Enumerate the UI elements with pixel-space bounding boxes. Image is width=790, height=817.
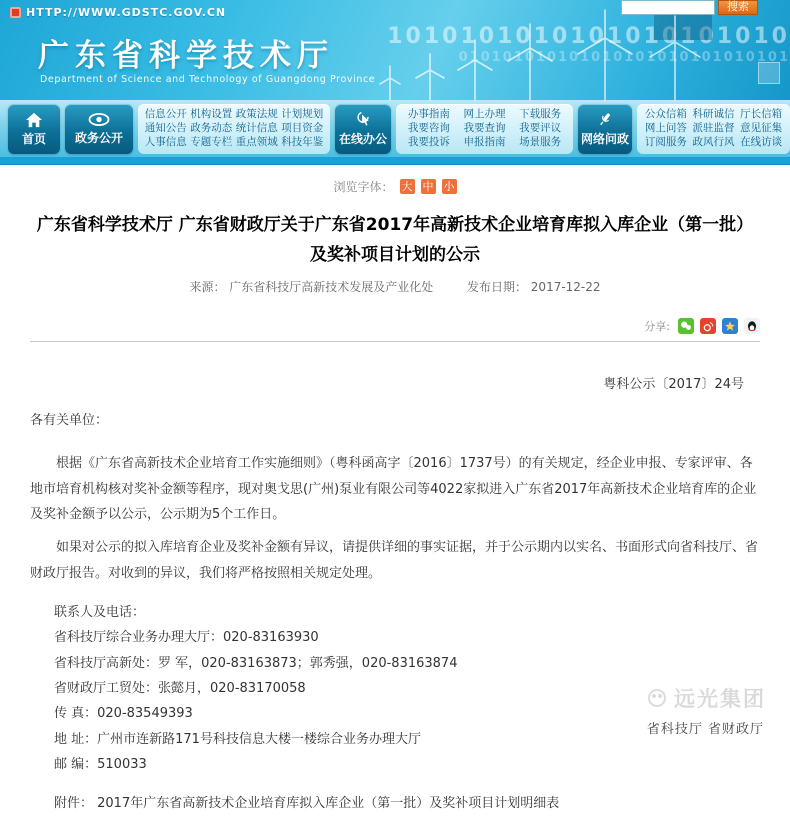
date-label: 发布日期： [466,279,527,294]
salutation: 各有关单位： [30,412,109,428]
nav-bangong-button[interactable] [335,104,391,154]
binary-pattern-decor: 010101010101010101010101010101 [458,50,790,65]
nav-item[interactable]: 政风行风 [692,136,735,149]
font-size-label: 浏览字体： [333,180,394,194]
qzone-icon[interactable] [722,318,738,334]
nav-item[interactable]: 下载服务 [519,108,562,120]
nav-item[interactable]: 项目资金 [281,122,324,135]
signers: 省科技厅 省财政厅 [646,722,765,737]
footer-sign-block [645,683,766,737]
nav-item[interactable]: 通知公告 [144,122,187,135]
nav-button-label: 政务公开 [74,131,123,145]
font-size-medium-button[interactable]: 中 [422,180,434,193]
nav-column [690,108,738,150]
contact-line: 传 真：020-83549393 [54,706,193,722]
font-size-selector [30,178,760,195]
search-button[interactable]: 搜索 [718,0,758,15]
yuanguang-watermark [645,683,766,713]
share-row [30,318,760,342]
source-label: 来源： [189,279,226,294]
font-size-small-button[interactable]: 小 [443,180,455,193]
nav-wenzheng-button[interactable] [578,104,632,154]
home-icon [25,112,43,128]
contact-line: 邮 编：510033 [54,756,147,772]
nav-item[interactable]: 场景服务 [519,136,562,149]
share-label: 分享: [644,319,670,333]
mic-icon [596,111,614,128]
contact-line: 省财政厅工贸处：张懿月，020-83170058 [54,680,306,696]
nav-column [189,108,235,150]
doc-number: 粤科公示〔2017〕24号 [603,376,744,392]
search-input[interactable] [621,0,715,15]
main-nav [0,100,790,157]
nav-bottom-strip [0,157,790,165]
nav-panel-bangong [396,104,573,154]
nav-item[interactable]: 人事信息 [144,136,187,149]
nav-item[interactable]: 办事指南 [407,108,450,120]
nav-column [401,108,457,150]
nav-item[interactable]: 公众信箱 [644,108,687,120]
wechat-icon[interactable] [678,318,694,334]
nav-home-button[interactable] [8,104,60,154]
nav-panel-gongkai [138,104,330,154]
nav-button-label: 首页 [21,131,46,146]
nav-item[interactable]: 订阅服务 [644,136,687,149]
contact-line: 省科技厅综合业务办理大厅：020-83163930 [54,630,319,646]
site-url-text: HTTP://WWW.GDSTC.GOV.CN [26,6,227,19]
site-subtitle: Department of Science and Technology of Guangdong Province [40,74,376,85]
banner-art-square [758,62,780,84]
article-meta [30,278,760,295]
nav-item[interactable]: 我要评议 [519,122,562,135]
nav-item[interactable]: 政务动态 [190,122,233,135]
paragraph: 如果对公示的拟入库培育企业及奖补金额有异议，请提供详细的事实证据，并于公示期内以实名、书面形式向省科技厅、省财政厅报告。对收到的异议，我们将严格按照相关规定处理。 [30,540,759,581]
click-icon [354,111,372,128]
nav-item[interactable]: 厅长信箱 [740,108,783,120]
watermark-text: 远光集团 [674,687,766,711]
attachment-line: 附件： 2017年广东省高新技术企业培育库拟入库企业（第一批）及奖补项目计划明细表 [54,796,560,812]
article-title: 广东省科学技术厅 广东省财政厅关于广东省2017年高新技术企业培育库拟入库企业（第一批）及奖补项目计划的公示 [36,215,754,265]
contact-line: 省科技厅高新处：罗 军，020-83163873；郭秀强，020-83163874 [54,655,458,671]
nav-item[interactable]: 申报指南 [463,136,506,149]
nav-item[interactable]: 意见征集 [740,122,783,135]
nav-column [642,108,690,150]
yuanguang-logo-icon [645,686,669,710]
site-banner [0,0,790,100]
source-value: 广东省科技厅高新技术发展及产业化处 [229,279,434,294]
nav-item[interactable]: 统计信息 [235,122,278,135]
site-title: 广东省科学技术厅 [38,38,334,74]
nav-gongkai-button[interactable] [65,104,133,154]
binary-pattern-decor: 1010101010101010101010 [387,24,790,49]
qq-icon[interactable] [744,318,760,334]
url-bullet-icon [10,7,21,18]
nav-item[interactable]: 机构设置 [190,108,233,120]
nav-item[interactable]: 科研诚信 [692,108,735,120]
nav-column [512,108,568,150]
nav-item[interactable]: 计划规划 [281,108,324,120]
nav-column [457,108,513,150]
nav-item[interactable]: 专题专栏 [190,136,233,149]
nav-button-label: 在线办公 [338,132,387,146]
nav-item[interactable]: 网上办理 [463,108,506,120]
nav-item[interactable]: 科技年鉴 [281,136,324,149]
nav-button-label: 网络问政 [580,132,629,146]
nav-item[interactable]: 网上问答 [644,122,687,135]
nav-item[interactable]: 政策法规 [235,108,278,120]
nav-item[interactable]: 我要投诉 [407,136,450,149]
search-bar [621,0,758,15]
site-url [10,6,226,19]
nav-column [143,108,189,150]
contact-line: 联系人及电话： [54,604,146,620]
nav-column [234,108,280,150]
nav-item[interactable]: 派驻监督 [692,122,735,135]
nav-column [737,108,785,150]
nav-item[interactable]: 重点领域 [235,136,278,149]
date-value: 2017-12-22 [530,279,601,294]
nav-item[interactable]: 我要咨询 [407,122,450,135]
contact-line: 地 址：广州市连新路171号科技信息大楼一楼综合业务办理大厅 [54,731,421,747]
nav-panel-wenzheng [637,104,790,154]
weibo-icon[interactable] [700,318,716,334]
paragraph: 根据《广东省高新技术企业培育工作实施细则》（粤科函高字〔2016〕1737号）的有关规定，经企业申报、专家评审、各地市培育机构核对奖补金额等程序，现对奥戈思(广州)泵业有限公司等4022家拟进入广东省2017年高新技术企业培育库的企业及奖补金额予以公示，公示期为5个工作日。 [30,456,757,522]
nav-item[interactable]: 我要查询 [463,122,506,135]
nav-item[interactable]: 信息公开 [144,108,187,120]
eye-icon [88,112,110,127]
font-size-large-button[interactable]: 大 [401,180,413,193]
nav-item[interactable]: 在线访谈 [740,136,783,149]
nav-column [280,108,326,150]
wind-turbines-graphic [370,28,710,100]
